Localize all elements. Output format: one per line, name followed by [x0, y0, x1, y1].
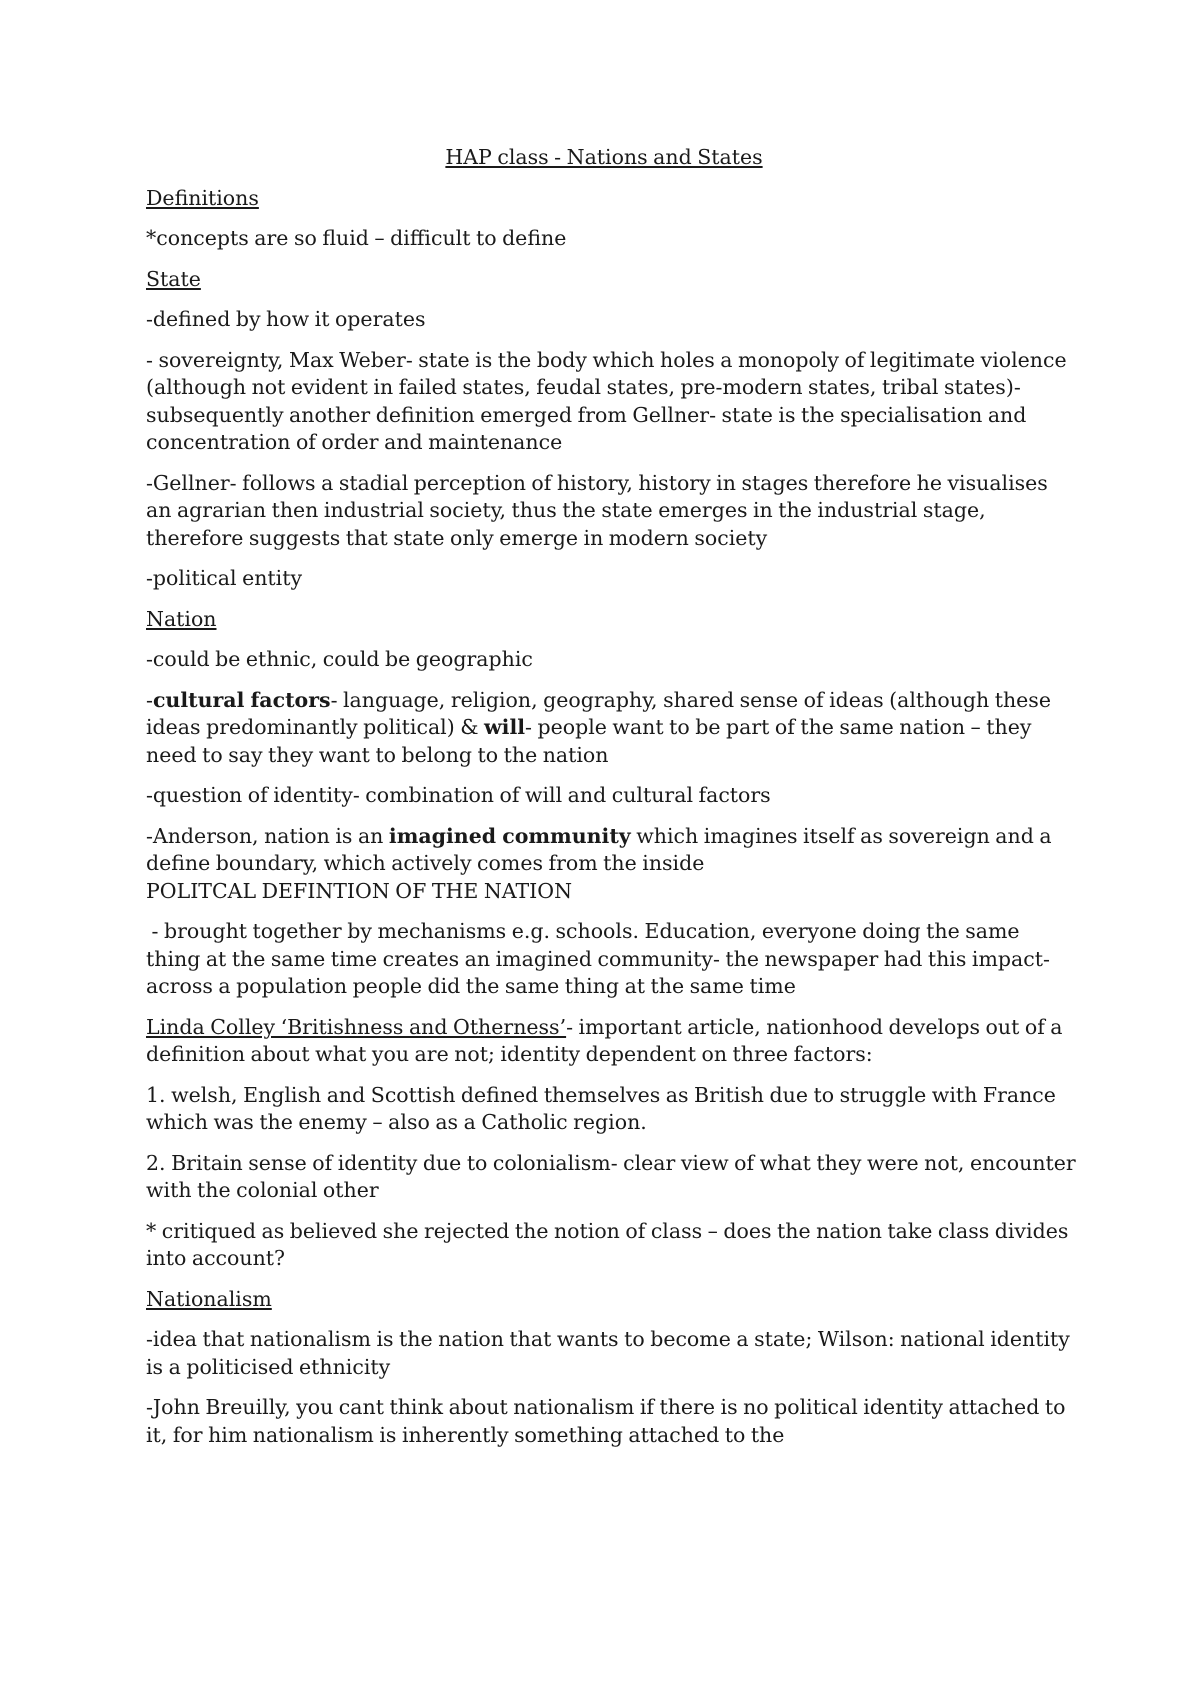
state-paragraph-1: -defined by how it operates: [146, 307, 426, 331]
heading-nationalism: Nationalism: [146, 1286, 272, 1311]
colley-critique: * critiqued as believed she rejected the notion of class – does the nation take class divides into account?: [146, 1218, 1069, 1270]
nationalism-paragraph-2: -John Breuilly, you cant think about nationalism if there is no political identity attached to it, for him nationalism is inherently something attached to the: [146, 1395, 1066, 1447]
state-paragraph-3: -Gellner- follows a stadial perception of history, history in stages therefore he visualises an agrarian then industrial society, thus the state emerges in the industrial stage, therefore suggests that state only emerge in modern society: [146, 470, 1048, 550]
nation-caps-line: POLITCAL DEFINTION OF THE NATION: [146, 878, 573, 903]
nation-paragraph-2: [146, 687, 1076, 770]
definitions-note: *concepts are so fluid – difficult to define: [146, 226, 567, 250]
nation-p2-dash: -: [146, 687, 153, 712]
bold-imagined-community: imagined community: [388, 823, 631, 848]
heading-state: State: [146, 266, 201, 291]
nation-paragraph-4: [146, 823, 1076, 878]
document-title: HAP class - Nations and States: [445, 145, 763, 169]
nation-paragraph-5: - brought together by mechanisms e.g. schools. Education, everyone doing the same thing at the same time creates an imagined community- the newspaper had this impact- across a population people did the same thing at the same time: [146, 919, 1056, 998]
colley-reference: Linda Colley ‘Britishness and Otherness’: [146, 1014, 567, 1039]
nation-p2-text: - language, religion, geography, shared sense of ideas (although these ideas predominantly political) &: [146, 687, 1051, 739]
state-paragraph-4: -political entity: [146, 566, 303, 590]
state-paragraph-2: - sovereignty, Max Weber- state is the body which holes a monopoly of legitimate violence (although not evident in failed states, feudal states, pre-modern states, tribal states)- subsequently another definition emerged from Gellner- state is the specialisation and concentration of order and maintenance: [146, 347, 1067, 454]
nationalism-paragraph-1: -idea that nationalism is the nation that wants to become a state; Wilson: national identity is a politicised ethnicity: [146, 1327, 1070, 1379]
colley-text: - important article, nationhood develops out of a definition about what you are not; identity dependent on three factors:: [146, 1014, 1063, 1066]
document-page: [146, 144, 1076, 1462]
nation-p4-lead: -Anderson, nation is an: [146, 823, 389, 848]
heading-nation: Nation: [146, 606, 217, 631]
bold-will: will: [484, 715, 526, 739]
nation-paragraph-3: -question of identity- combination of will and cultural factors: [146, 783, 771, 807]
nation-paragraph-1: -could be ethnic, could be geographic: [146, 647, 533, 671]
colley-item-1: 1. welsh, English and Scottish defined themselves as British due to struggle with France which was the enemy – also as a Catholic region.: [146, 1082, 1056, 1134]
nation-p4-text: which imagines itself as sovereign and a define boundary, which actively comes from the inside: [146, 823, 1052, 875]
nation-p2-rest: - people want to be part of the same nation – they need to say they want to belong to the nation: [146, 715, 1032, 767]
heading-definitions: Definitions: [146, 185, 259, 210]
colley-item-2: 2. Britain sense of identity due to colonialism- clear view of what they were not, encounter with the colonial other: [146, 1150, 1076, 1202]
colley-paragraph: [146, 1014, 1076, 1069]
bold-cultural-factors: cultural factors: [152, 687, 331, 712]
